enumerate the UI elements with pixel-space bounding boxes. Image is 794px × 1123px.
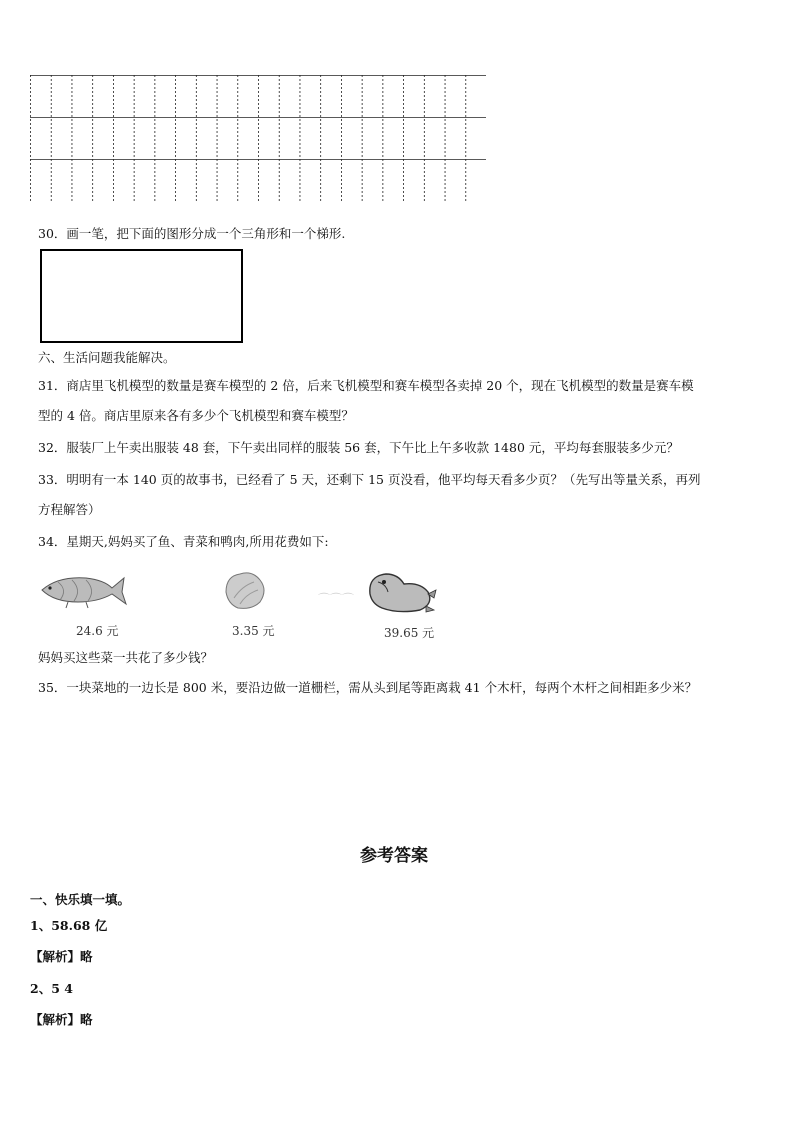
question-33-line2: 方程解答） [38, 502, 101, 517]
fish-icon [38, 570, 128, 610]
rectangle-figure [40, 249, 243, 343]
answer-2-analysis: 【解析】略 [30, 1012, 93, 1027]
answer-section-1: 一、快乐填一填。 [30, 892, 131, 907]
vegetable-price: 3.35 元 [232, 624, 275, 638]
question-31-line2: 型的 4 倍。商店里原来各有多少个飞机模型和赛车模型？ [38, 408, 354, 423]
writing-grid [30, 75, 486, 201]
fish-price: 24.6 元 [76, 624, 119, 638]
question-33-line1: 33．明明有一本 140 页的故事书，已经看了 5 天，还剩下 15 页没看，他平均每天看多少页？（先写出等量关系，再列 [38, 472, 701, 487]
duck-icon [364, 568, 440, 616]
question-34-ask: 妈妈买这些菜一共花了多少钱？ [38, 650, 214, 665]
question-35: 35．一块菜地的一边长是 800 米，要沿边做一道栅栏，需从头到尾等距离栽 41 个木杆，每两个木杆之间相距多少米？ [38, 680, 698, 695]
vegetable-icon [222, 568, 268, 612]
answer-1-analysis: 【解析】略 [30, 949, 93, 964]
question-34: 34．星期天,妈妈买了鱼、青菜和鸭肉,所用花费如下: [38, 534, 329, 549]
answer-key-title: 参考答案 [360, 846, 428, 866]
section-6-heading: 六、生活问题我能解决。 [38, 350, 176, 365]
question-31-line1: 31．商店里飞机模型的数量是赛车模型的 2 倍，后来飞机模型和赛车模型各卖掉 20 个，现在飞机模型的数量是赛车模 [38, 378, 694, 393]
answer-1: 1、58.68 亿 [30, 918, 108, 933]
answer-2: 2、5 4 [30, 981, 73, 996]
question-30: 30．画一笔，把下面的图形分成一个三角形和一个梯形. [38, 226, 346, 241]
question-32: 32．服装厂上午卖出服装 48 套，下午卖出同样的服装 56 套，下午比上午多收款 1480 元，平均每套服装多少元？ [38, 440, 679, 455]
duck-price: 39.65 元 [384, 626, 435, 640]
faint-scan-mark: ⌒⌒⌒ [318, 592, 355, 606]
